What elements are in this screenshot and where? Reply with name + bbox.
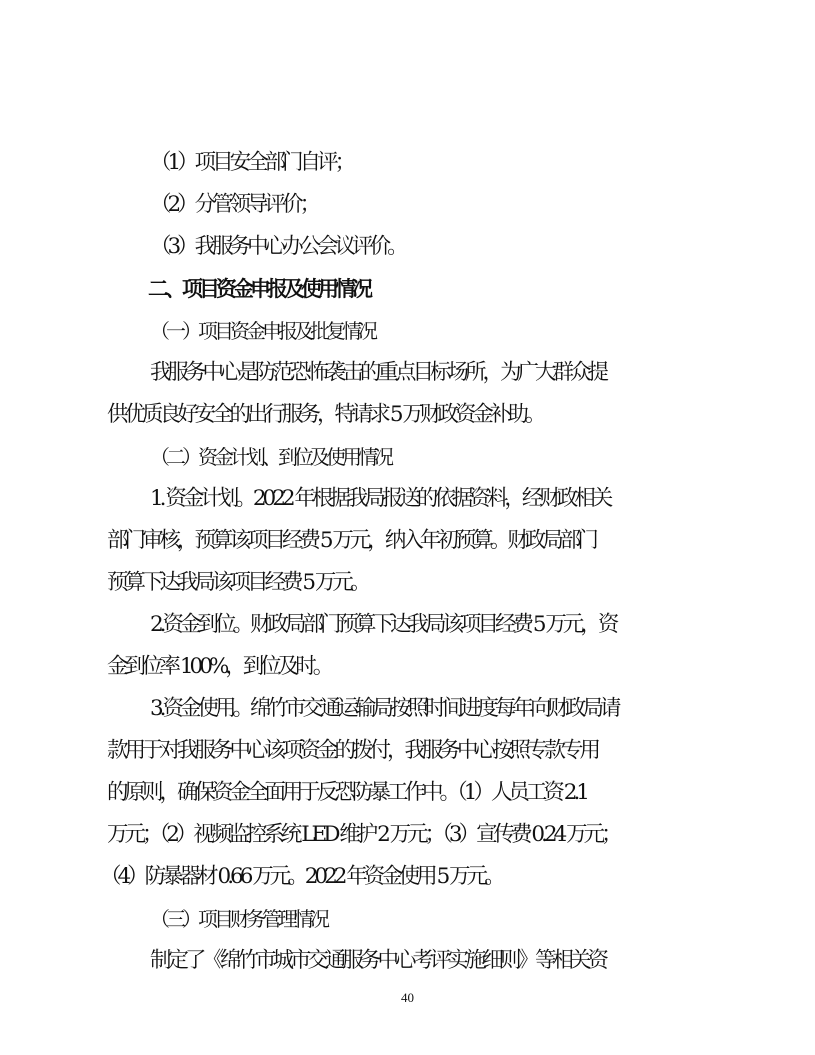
paragraph-line: 金到位率 100%，到位及时。 — [107, 654, 331, 679]
subsection-heading-finance: （三）项目财务管理情况 — [150, 907, 326, 931]
paragraph-line: 款用于对我服务中心该项资金的拨付，我服务中心按照专款专用 — [107, 738, 598, 763]
page-number: 40 — [401, 990, 414, 1005]
paragraph-line: 预算下达我局该项目经费 5 万元。 — [107, 570, 368, 595]
list-item-office-meeting-evaluation: （3）我服务中心办公会议评价。 — [150, 234, 405, 259]
paragraph-line: 万元；（2）视频监控系统 LED 维护 2 万元；（3）宣传费 0.24 万元； — [107, 822, 619, 847]
paragraph-line: 2.资金到位。财政局部门预算下达我局该项目经费 5 万元，资 — [150, 612, 616, 637]
paragraph-line: 制定了《绵竹市城市交通服务中心考评实施细则》等相关资 — [150, 948, 606, 973]
section-heading-funds: 二、项目资金申报及使用情况 — [148, 277, 369, 301]
paragraph-line: 的原则，确保资金全面用于反恐防暴工作中。（1）人员工资 2.1 — [107, 780, 586, 805]
paragraph-line: 3.资金使用。绵竹市交通运输局按照时间进度每年向财政局请 — [150, 696, 618, 721]
subsection-heading-application: （一）项目资金申报及批复情况 — [150, 319, 374, 343]
paragraph-line: 供优质良好安全的出行服务，特请求 5 万财政资金补助。 — [107, 402, 543, 427]
paragraph-line: 部门审核，预算该项目经费 5 万元，纳入年初预算。财政局部门 — [107, 528, 595, 553]
list-item-self-evaluation: （1）项目安全部门自评； — [150, 150, 353, 175]
paragraph-line: 1. 资金计划。2022 年根据我局报送的依据资料，经财政相关 — [150, 486, 610, 511]
paragraph-line: 我服务中心是防范恐怖袭击的重点目标场所，为广大群众提 — [150, 360, 606, 385]
subsection-heading-plan: （二）资金计划、到位及使用情况 — [150, 445, 390, 469]
paragraph-line: （4）防暴器材 0.66 万元。2022 年资金使用 5 万元。 — [100, 864, 502, 889]
list-item-leader-evaluation: （2）分管领导评价； — [150, 192, 318, 217]
